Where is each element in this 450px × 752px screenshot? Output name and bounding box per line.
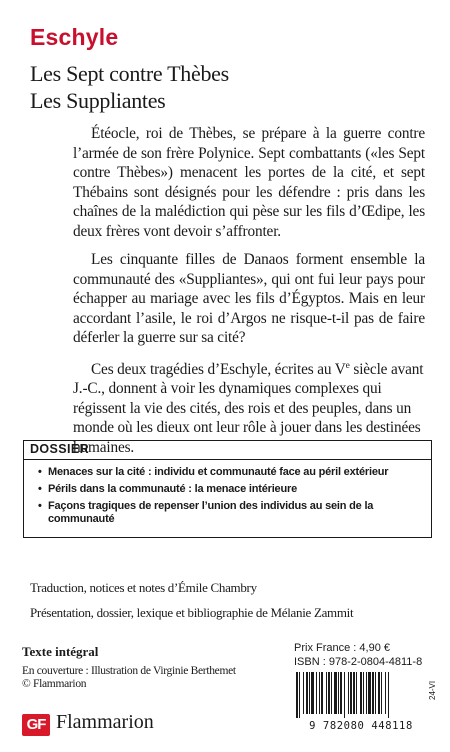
blurb-paragraph-1: Étéocle, roi de Thèbes, se prépare à la guerre contre l’armée de son frère Polynice. Sept combattants («les Sept contre Thèbes») menacent les portes de la cité, et sept Thébains sont désignés pour les défendre : pris dans les chaînes de la malédiction qui pèse sur les fils d’Œdipe, les deux frères vont devoir s’affronter. (73, 125, 425, 240)
bullet-icon: • (38, 466, 42, 478)
barcode-number: 9 782080 448118 (309, 720, 413, 732)
cover-illustration-credit: En couverture : Illustration de Virginie Berthemet (22, 665, 236, 677)
bullet-icon: • (38, 500, 42, 512)
dossier-item-text: Façons tragiques de repenser l’union des individus au sein de la communauté (48, 500, 374, 525)
title-line-1: Les Sept contre Thèbes (30, 61, 229, 86)
translation-credit: Traduction, notices et notes d’Émile Chambry (30, 580, 257, 595)
dossier-item-text: Menaces sur la cité : individu et communauté face au péril extérieur (48, 466, 389, 478)
gf-logo-icon: GF (22, 714, 50, 736)
title-line-2: Les Suppliantes (30, 88, 166, 113)
copyright-line: © Flammarion (22, 678, 87, 690)
price-label: Prix France : 4,90 € (294, 642, 390, 654)
credits (30, 580, 430, 621)
presentation-credit: Présentation, dossier, lexique et bibliographie de Mélanie Zammit (30, 605, 354, 620)
barcode-bars-icon (294, 672, 428, 718)
blurb-paragraph-3: Ces deux tragédies d’Eschyle, écrites au Ve siècle avant J.-C., donnent à voir les dynamiques complexes qui régissent la vie des cités, des rois et des peuples, dans un monde où les dieux ont leur rôle à jouer dans les destinées humaines. (73, 360, 424, 456)
barcode (288, 672, 428, 734)
dossier-header (24, 441, 431, 460)
texte-integral-label: Texte intégral (22, 644, 99, 659)
dossier-item (38, 483, 418, 496)
dossier-item-text: Périls dans la communauté : la menace intérieure (48, 483, 297, 495)
side-code: 24-VI (428, 680, 437, 700)
book-title (30, 60, 229, 114)
price-block (294, 641, 422, 669)
dossier-title: DOSSIER (30, 442, 90, 456)
blurb-paragraph-2: Les cinquante filles de Danaos forment ensemble la communauté des «Suppliantes», qui ont fui leur pays pour échapper au mariage avec les fils d’Égyptos. Mais en leur accordant l’asile, le roi d’Argos ne risque-t-il pas de faire déferler la guerre sur sa cité? (73, 251, 425, 346)
dossier-list (38, 466, 418, 526)
isbn-label: ISBN : 978-2-0804-4811-8 (294, 656, 423, 668)
author-name: Eschyle (30, 24, 119, 50)
blurb (73, 124, 425, 457)
bullet-icon: • (38, 483, 42, 495)
publisher-name: Flammarion (56, 711, 154, 733)
cover-credit (22, 665, 236, 691)
dossier-box (23, 440, 432, 538)
dossier-item (38, 466, 418, 479)
dossier-item (38, 500, 418, 526)
